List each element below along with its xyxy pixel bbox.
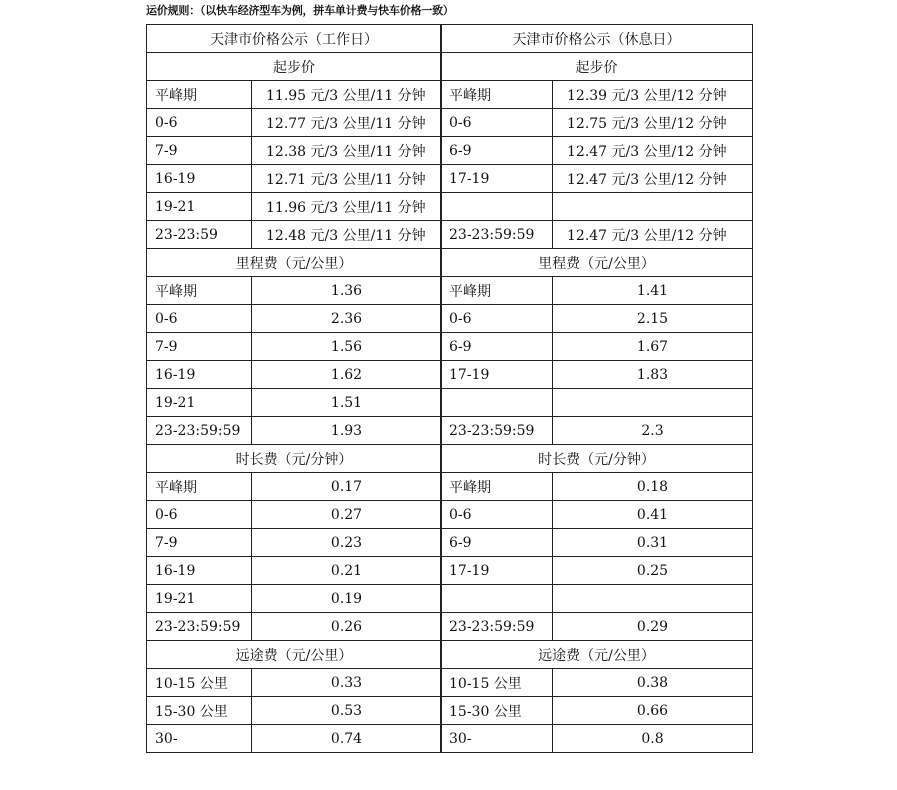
table-row bbox=[441, 585, 753, 613]
section-header: 起步价 bbox=[441, 53, 753, 81]
price-cell: 0.31 bbox=[553, 529, 753, 557]
table-title: 天津市价格公示（工作日） bbox=[147, 25, 442, 53]
price-cell: 0.23 bbox=[252, 529, 442, 557]
table-row bbox=[147, 501, 442, 529]
price-cell: 11.96 元/3 公里/11 分钟 bbox=[252, 193, 442, 221]
table-row bbox=[441, 165, 753, 193]
section-header: 起步价 bbox=[147, 53, 442, 81]
table-row bbox=[441, 613, 753, 641]
price-cell: 2.36 bbox=[252, 305, 442, 333]
price-cell: 1.41 bbox=[553, 277, 753, 305]
period-cell: 19-21 bbox=[147, 389, 252, 417]
period-cell: 平峰期 bbox=[441, 81, 553, 109]
section-header: 时长费（元/分钟） bbox=[147, 445, 442, 473]
price-cell: 0.27 bbox=[252, 501, 442, 529]
period-cell: 23-23:59:59 bbox=[147, 613, 252, 641]
period-cell: 23-23:59 bbox=[147, 221, 252, 249]
price-cell: 2.3 bbox=[553, 417, 753, 445]
period-cell: 平峰期 bbox=[441, 277, 553, 305]
period-cell: 17-19 bbox=[441, 361, 553, 389]
table-row bbox=[147, 389, 442, 417]
table-row bbox=[147, 333, 442, 361]
section-header: 时长费（元/分钟） bbox=[441, 445, 753, 473]
section-header-row bbox=[147, 445, 442, 473]
price-cell: 0.17 bbox=[252, 473, 442, 501]
period-cell: 7-9 bbox=[147, 333, 252, 361]
table-row bbox=[147, 557, 442, 585]
price-cell: 0.8 bbox=[553, 725, 753, 753]
table-title: 天津市价格公示（休息日） bbox=[441, 25, 753, 53]
period-cell: 0-6 bbox=[147, 305, 252, 333]
table-row bbox=[441, 473, 753, 501]
table-row bbox=[441, 137, 753, 165]
table-row bbox=[441, 725, 753, 753]
table-row bbox=[147, 669, 442, 697]
table-row bbox=[147, 305, 442, 333]
section-header: 远途费（元/公里） bbox=[147, 641, 442, 669]
table-row bbox=[441, 389, 753, 417]
table-row bbox=[441, 81, 753, 109]
table-row bbox=[147, 109, 442, 137]
table-row bbox=[441, 669, 753, 697]
section-header-row bbox=[441, 445, 753, 473]
fare-rules-note: 运价规则：（以快车经济型车为例，拼车单计费与快车价格一致） bbox=[146, 4, 454, 17]
price-cell: 12.48 元/3 公里/11 分钟 bbox=[252, 221, 442, 249]
price-cell: 0.29 bbox=[553, 613, 753, 641]
table-row bbox=[441, 221, 753, 249]
table-row bbox=[441, 361, 753, 389]
price-cell: 1.56 bbox=[252, 333, 442, 361]
table-row bbox=[147, 277, 442, 305]
period-cell: 平峰期 bbox=[441, 473, 553, 501]
section-header-row bbox=[441, 53, 753, 81]
section-header-row bbox=[147, 641, 442, 669]
table-row bbox=[441, 193, 753, 221]
price-cell: 2.15 bbox=[553, 305, 753, 333]
period-cell: 平峰期 bbox=[147, 277, 252, 305]
table-title-row bbox=[147, 25, 442, 53]
table-row bbox=[147, 221, 442, 249]
period-cell: 30- bbox=[147, 725, 252, 753]
period-cell: 7-9 bbox=[147, 529, 252, 557]
table-row bbox=[147, 613, 442, 641]
period-cell: 0-6 bbox=[441, 501, 553, 529]
section-header: 里程费（元/公里） bbox=[147, 249, 442, 277]
price-cell: 12.75 元/3 公里/12 分钟 bbox=[553, 109, 753, 137]
price-cell: 12.38 元/3 公里/11 分钟 bbox=[252, 137, 442, 165]
period-cell: 19-21 bbox=[147, 585, 252, 613]
period-cell: 30- bbox=[441, 725, 553, 753]
period-cell: 6-9 bbox=[441, 333, 553, 361]
table-row bbox=[147, 361, 442, 389]
period-cell: 7-9 bbox=[147, 137, 252, 165]
price-cell: 1.83 bbox=[553, 361, 753, 389]
price-cell: 1.51 bbox=[252, 389, 442, 417]
table-row bbox=[147, 725, 442, 753]
weekend-price-table bbox=[440, 24, 753, 753]
period-cell: 10-15 公里 bbox=[147, 669, 252, 697]
period-cell: 17-19 bbox=[441, 557, 553, 585]
price-cell: 0.33 bbox=[252, 669, 442, 697]
price-cell: 0.38 bbox=[553, 669, 753, 697]
period-cell: 平峰期 bbox=[147, 473, 252, 501]
section-header: 远途费（元/公里） bbox=[441, 641, 753, 669]
table-row bbox=[147, 417, 442, 445]
price-cell bbox=[553, 193, 753, 221]
period-cell: 16-19 bbox=[147, 165, 252, 193]
period-cell: 16-19 bbox=[147, 361, 252, 389]
table-row bbox=[147, 193, 442, 221]
table-row bbox=[441, 109, 753, 137]
period-cell: 10-15 公里 bbox=[441, 669, 553, 697]
table-row bbox=[441, 529, 753, 557]
section-header-row bbox=[147, 53, 442, 81]
price-cell: 1.36 bbox=[252, 277, 442, 305]
price-cell: 1.93 bbox=[252, 417, 442, 445]
price-cell: 0.25 bbox=[553, 557, 753, 585]
price-cell: 1.62 bbox=[252, 361, 442, 389]
table-title-row bbox=[441, 25, 753, 53]
table-row bbox=[147, 81, 442, 109]
table-row bbox=[147, 697, 442, 725]
section-header-row bbox=[441, 249, 753, 277]
price-cell: 11.95 元/3 公里/11 分钟 bbox=[252, 81, 442, 109]
price-cell: 12.47 元/3 公里/12 分钟 bbox=[553, 221, 753, 249]
period-cell bbox=[441, 585, 553, 613]
period-cell: 19-21 bbox=[147, 193, 252, 221]
price-cell: 0.21 bbox=[252, 557, 442, 585]
table-row bbox=[147, 137, 442, 165]
period-cell: 0-6 bbox=[147, 501, 252, 529]
period-cell: 15-30 公里 bbox=[147, 697, 252, 725]
price-cell: 0.74 bbox=[252, 725, 442, 753]
table-row bbox=[441, 305, 753, 333]
table-row bbox=[441, 501, 753, 529]
price-cell: 0.66 bbox=[553, 697, 753, 725]
price-cell: 12.47 元/3 公里/12 分钟 bbox=[553, 137, 753, 165]
table-row bbox=[441, 697, 753, 725]
price-cell: 0.18 bbox=[553, 473, 753, 501]
period-cell: 17-19 bbox=[441, 165, 553, 193]
price-cell: 0.19 bbox=[252, 585, 442, 613]
period-cell: 15-30 公里 bbox=[441, 697, 553, 725]
table-row bbox=[147, 165, 442, 193]
section-header-row bbox=[147, 249, 442, 277]
period-cell: 23-23:59:59 bbox=[441, 613, 553, 641]
table-row bbox=[441, 417, 753, 445]
period-cell bbox=[441, 193, 553, 221]
weekday-price-table bbox=[146, 24, 442, 753]
price-cell: 0.41 bbox=[553, 501, 753, 529]
section-header-row bbox=[441, 641, 753, 669]
price-cell bbox=[553, 585, 753, 613]
period-cell: 0-6 bbox=[147, 109, 252, 137]
period-cell: 23-23:59:59 bbox=[147, 417, 252, 445]
period-cell: 6-9 bbox=[441, 529, 553, 557]
period-cell: 0-6 bbox=[441, 109, 553, 137]
table-row bbox=[441, 277, 753, 305]
period-cell: 16-19 bbox=[147, 557, 252, 585]
period-cell: 平峰期 bbox=[147, 81, 252, 109]
period-cell bbox=[441, 389, 553, 417]
price-cell: 12.47 元/3 公里/12 分钟 bbox=[553, 165, 753, 193]
price-cell: 0.53 bbox=[252, 697, 442, 725]
table-row bbox=[147, 585, 442, 613]
table-row bbox=[441, 333, 753, 361]
price-cell: 0.26 bbox=[252, 613, 442, 641]
price-cell: 12.39 元/3 公里/12 分钟 bbox=[553, 81, 753, 109]
period-cell: 0-6 bbox=[441, 305, 553, 333]
table-row bbox=[147, 529, 442, 557]
table-row bbox=[147, 473, 442, 501]
period-cell: 23-23:59:59 bbox=[441, 221, 553, 249]
price-cell: 12.77 元/3 公里/11 分钟 bbox=[252, 109, 442, 137]
table-row bbox=[441, 557, 753, 585]
price-cell bbox=[553, 389, 753, 417]
period-cell: 6-9 bbox=[441, 137, 553, 165]
price-cell: 12.71 元/3 公里/11 分钟 bbox=[252, 165, 442, 193]
section-header: 里程费（元/公里） bbox=[441, 249, 753, 277]
price-cell: 1.67 bbox=[553, 333, 753, 361]
period-cell: 23-23:59:59 bbox=[441, 417, 553, 445]
